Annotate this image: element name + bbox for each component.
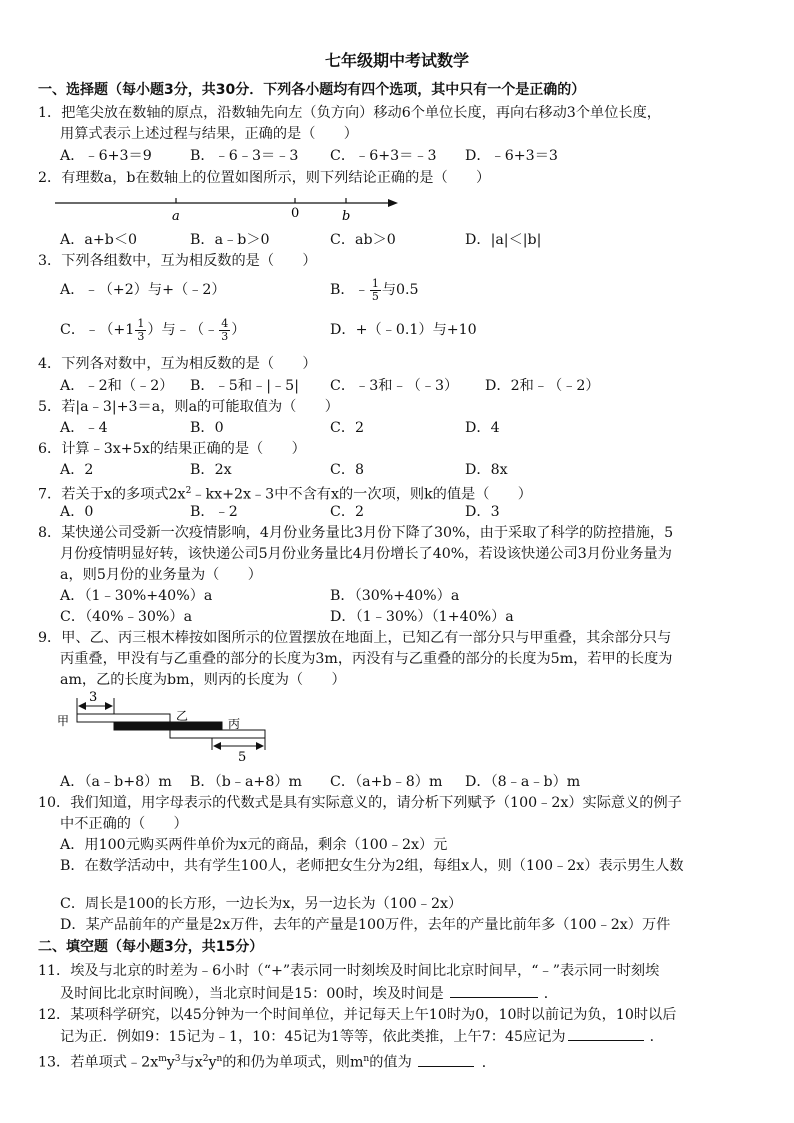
q4-option-d[interactable]: D．2和﹣（﹣2） xyxy=(485,378,600,394)
q5-option-c[interactable]: C．2 xyxy=(330,420,365,436)
stick-label-jia: 甲 xyxy=(57,714,70,728)
section-2-heading: 二、填空题（每小题3分，共15分） xyxy=(38,939,264,955)
stick-label-bing: 丙 xyxy=(228,717,241,731)
number-line-figure xyxy=(50,190,410,226)
q8-option-d[interactable]: D．（1﹣30%）（1+40%）a xyxy=(330,609,514,625)
q3-b-suffix: 与0.5 xyxy=(381,282,419,298)
q7-option-c[interactable]: C．2 xyxy=(330,504,365,520)
q9-option-c[interactable]: C．（a+b﹣8）m xyxy=(330,774,443,790)
page-title: 七年级期中考试数学 xyxy=(324,51,469,70)
q11-stem-line1: 11．埃及与北京的时差为﹣6小时（“+”表示同一时刻埃及时间比北京时间早，“﹣”表示同一时刻埃 xyxy=(38,963,660,979)
q4-option-c[interactable]: C．﹣3和﹣（﹣3） xyxy=(330,378,459,394)
q7-option-a[interactable]: A．0 xyxy=(60,504,94,520)
q5-option-b[interactable]: B．0 xyxy=(190,420,224,436)
q10-stem-line2: 中不正确的（ ） xyxy=(60,816,188,832)
q3-c-prefix: C．﹣（+1 xyxy=(60,322,135,338)
q9-option-d[interactable]: D．（8﹣a﹣b）m xyxy=(465,774,581,790)
q7-stem: 7．若关于x的多项式$2x^2﹣kx+2x﹣3$中不含有x的一次项，则k的值是（ ） xyxy=(38,486,532,503)
q7-option-d[interactable]: D．3 xyxy=(465,504,500,520)
q3-option-a[interactable]: A．﹣（+2）与+（﹣2） xyxy=(60,282,226,298)
q5-option-a[interactable]: A．﹣4 xyxy=(60,420,108,436)
q4-stem: 4．下列各对数中，互为相反数的是（ ） xyxy=(38,356,317,372)
q9-option-b[interactable]: B．（b﹣a+8）m xyxy=(190,774,302,790)
q12-stem-line2: 记为正．例如9：15记为﹣1，10：45记为1等等，依此类推，上午7：45应记为 ． xyxy=(60,1026,664,1047)
q10-option-d[interactable]: D．某产品前年的产量是2x万件，去年的产量是100万件，去年的产量比前年多（100﹣2x）万件 xyxy=(60,917,671,933)
stick-label-yi: 乙 xyxy=(176,709,189,723)
axis-label-b: b xyxy=(342,209,351,224)
q13-stem: 13．若单项式$﹣2x^my^3$与$x^2y^n$的和仍为单项式，则$m^n$的值为 ． xyxy=(38,1049,496,1073)
q13-answer-blank[interactable] xyxy=(418,1052,474,1067)
q1-stem-line1: 1．把笔尖放在数轴的原点，沿数轴先向左（负方向）移动6个单位长度，再向右移动3个单位长度， xyxy=(38,105,661,121)
q4-option-a[interactable]: A．﹣2和（﹣2） xyxy=(60,378,174,394)
q6-option-b[interactable]: B．2x xyxy=(190,462,232,478)
q12-stem-line1: 12．某项科学研究，以45分钟为一个时间单位，并记每天上午10时为0，10时以前记为负，10时以后 xyxy=(38,1007,677,1023)
q1-stem-line2: 用算式表示上述过程与结果，正确的是（ ） xyxy=(60,126,358,142)
q6-option-a[interactable]: A．2 xyxy=(60,462,94,478)
q2-stem: 2．有理数a，b在数轴上的位置如图所示，则下列结论正确的是（ ） xyxy=(38,170,491,186)
q3-b-prefix: B．﹣ xyxy=(330,282,369,298)
q2-option-b[interactable]: B．a﹣b＞0 xyxy=(190,232,270,248)
q6-option-d[interactable]: D．8x xyxy=(465,462,508,478)
section-1-heading: 一、选择题（每小题3分，共30分．下列各小题均有四个选项，其中只有一个是正确的） xyxy=(38,82,586,98)
q12-answer-blank[interactable] xyxy=(568,1026,644,1041)
axis-label-zero: 0 xyxy=(291,206,300,221)
q6-option-c[interactable]: C．8 xyxy=(330,462,365,478)
q2-option-a[interactable]: A．a+b＜0 xyxy=(60,232,138,248)
q11-stem-line2: 及时间比北京时间晚），当北京时间是15：00时，埃及时间是 ． xyxy=(60,983,558,1004)
q3-option-d[interactable]: D．+（﹣0.1）与+10 xyxy=(330,322,477,338)
q1-option-a[interactable]: A．﹣6+3＝9 xyxy=(60,148,152,164)
dim-label-3: 3 xyxy=(89,690,98,705)
q3-c-suffix: ） xyxy=(231,322,246,338)
sticks-figure xyxy=(52,690,282,766)
q2-option-d[interactable]: D．|a|＜|b| xyxy=(465,232,542,248)
q9-stem-line2: 丙重叠，甲没有与乙重叠的部分的长度为3m，丙没有与乙重叠的部分的长度为5m，若甲的长度为 xyxy=(60,651,673,667)
q8-stem-line1: 8．某快递公司受新一次疫情影响，4月份业务量比3月份下降了30%，由于采取了科学的防控措施，5 xyxy=(38,525,674,541)
q9-stem-line1: 9．甲、乙、丙三根木棒按如图所示的位置摆放在地面上，已知乙有一部分只与甲重叠，其余部分只与 xyxy=(38,630,672,646)
q8-stem-line3: a，则5月份的业务量为（ ） xyxy=(60,567,262,583)
q3-option-b[interactable] xyxy=(330,274,419,306)
axis-label-a: a xyxy=(172,209,180,224)
q1-option-b[interactable]: B．﹣6﹣3＝﹣3 xyxy=(190,148,299,164)
q7-option-b[interactable]: B．﹣2 xyxy=(190,504,238,520)
q10-option-b[interactable]: B．在数学活动中，共有学生100人，老师把女生分为2组，每组x人，则（100﹣2x）表示男生人数 xyxy=(60,858,684,874)
q8-option-a[interactable]: A．（1﹣30%+40%）a xyxy=(60,588,213,604)
q5-option-d[interactable]: D．4 xyxy=(465,420,500,436)
q4-option-b[interactable]: B．﹣5和﹣|﹣5| xyxy=(190,378,299,394)
q2-option-c[interactable]: C．ab＞0 xyxy=(330,232,396,248)
q3-option-c[interactable] xyxy=(60,314,246,346)
q1-option-c[interactable]: C．﹣6+3＝﹣3 xyxy=(330,148,437,164)
dim-label-5: 5 xyxy=(238,750,247,765)
q10-option-a[interactable]: A．用100元购买两件单价为x元的商品，剩余（100﹣2x）元 xyxy=(60,837,448,853)
q8-stem-line2: 月份疫情明显好转，该快递公司5月份业务量比4月份增长了40%，若设该快递公司3月份业务量为 xyxy=(60,546,672,562)
q3-c-fraction2: $\frac{4}{3}$ xyxy=(221,316,229,343)
q9-option-a[interactable]: A．（a﹣b+8）m xyxy=(60,774,172,790)
q10-option-c[interactable]: C．周长是100的长方形，一边长为x，另一边长为（100﹣2x） xyxy=(60,896,463,912)
q3-b-fraction: $\frac{1}{5}$ xyxy=(371,276,379,303)
q11-answer-blank[interactable] xyxy=(450,983,538,998)
q9-stem-line3: am，乙的长度为bm，则丙的长度为（ ） xyxy=(60,672,346,688)
q3-c-fraction1: $\frac{1}{3}$ xyxy=(137,316,145,343)
q3-stem: 3．下列各组数中，互为相反数的是（ ） xyxy=(38,253,317,269)
q10-stem-line1: 10．我们知道，用字母表示的代数式是具有实际意义的，请分析下列赋予（100﹣2x）实际意义的例子 xyxy=(38,795,682,811)
q5-stem: 5．若|a﹣3|+3＝a，则a的可能取值为（ ） xyxy=(38,399,339,415)
q1-option-d[interactable]: D．﹣6+3＝3 xyxy=(465,148,558,164)
q6-stem: 6．计算﹣3x+5x的结果正确的是（ ） xyxy=(38,441,306,457)
q8-option-c[interactable]: C．（40%﹣30%）a xyxy=(60,609,193,625)
q8-option-b[interactable]: B．（30%+40%）a xyxy=(330,588,460,604)
q3-c-middle: ）与﹣（﹣ xyxy=(147,322,219,338)
